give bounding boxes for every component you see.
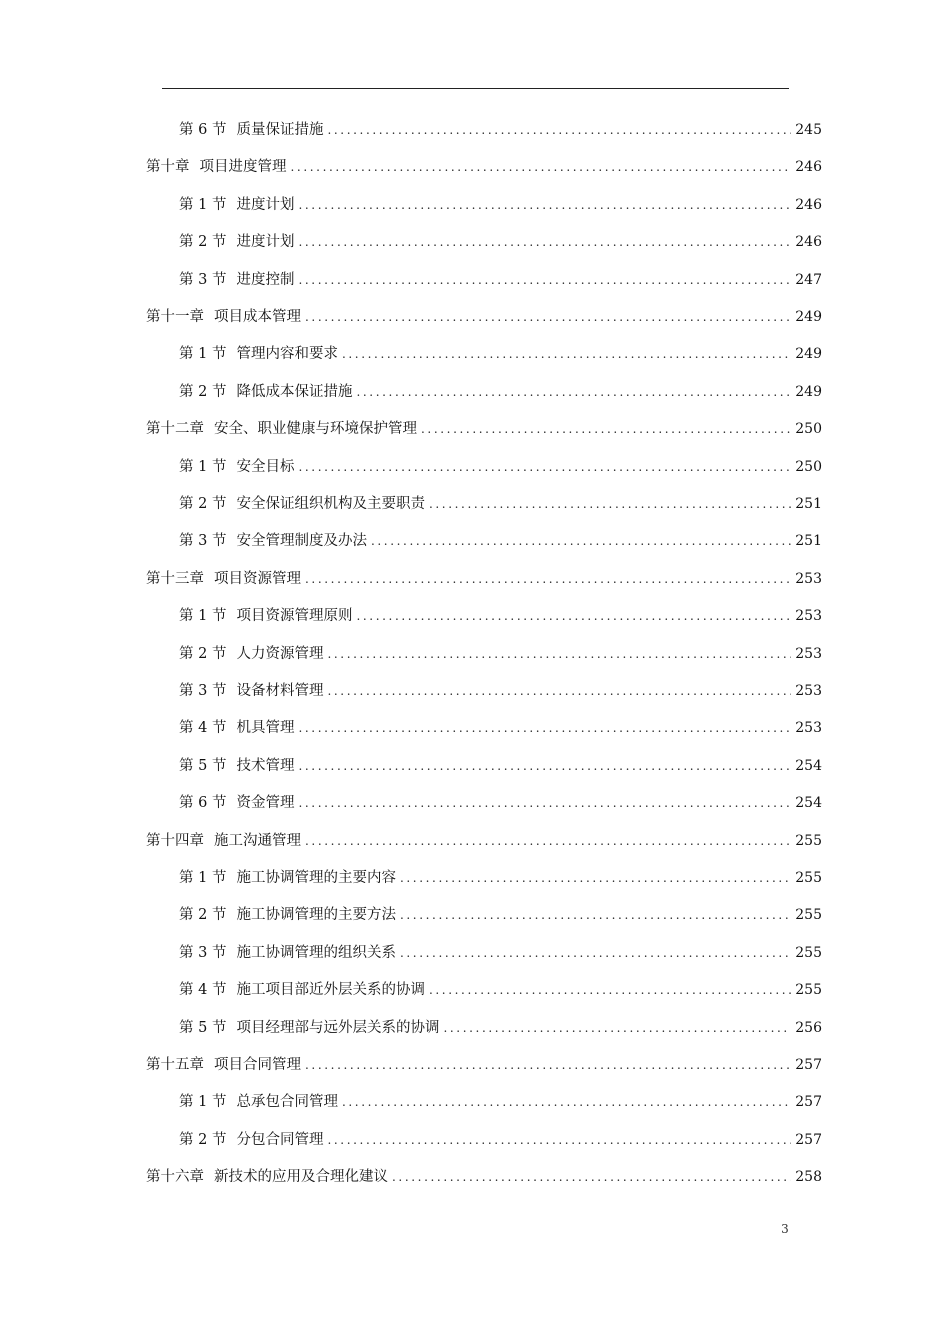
toc-entry-number: 第 6 节 <box>179 122 227 138</box>
toc-entry-number: 第 2 节 <box>179 496 227 512</box>
toc-entry-title: 安全目标 <box>236 458 295 475</box>
toc-chapter-entry[interactable] <box>146 155 822 179</box>
toc-entry-title: 安全保证组织机构及主要职责 <box>236 496 425 512</box>
toc-entry-label <box>179 342 338 366</box>
toc-dot-leader <box>421 417 791 441</box>
toc-dot-leader <box>298 716 791 740</box>
toc-entry-number: 第 6 节 <box>179 795 227 812</box>
toc-section-entry[interactable] <box>179 978 822 1002</box>
toc-dot-leader <box>327 1128 791 1152</box>
toc-entry-page: 249 <box>795 383 822 400</box>
toc-dot-leader <box>342 1090 791 1114</box>
toc-entry-label <box>179 642 323 666</box>
toc-section-entry[interactable] <box>179 604 822 628</box>
toc-section-entry[interactable] <box>179 118 822 142</box>
toc-entry-page: 250 <box>795 458 822 475</box>
toc-section-entry[interactable] <box>179 903 822 927</box>
page-number: 3 <box>781 1222 789 1236</box>
toc-dot-leader <box>400 903 791 927</box>
toc-entry-number: 第十六章 <box>146 1169 204 1186</box>
toc-section-entry[interactable] <box>179 380 822 404</box>
toc-entry-page: 257 <box>795 1131 822 1148</box>
toc-entry-title: 项目成本管理 <box>214 309 301 325</box>
toc-entry-label <box>179 529 367 553</box>
toc-chapter-entry[interactable] <box>146 1165 822 1189</box>
toc-entry-page: 254 <box>795 757 822 774</box>
toc-entry-label <box>179 679 323 703</box>
toc-entry-number: 第 2 节 <box>179 1131 227 1148</box>
toc-section-entry[interactable] <box>179 866 822 890</box>
toc-entry-number: 第十一章 <box>146 309 204 325</box>
toc-entry-page: 246 <box>795 196 822 213</box>
toc-entry-label <box>179 1128 323 1152</box>
toc-entry-title: 人力资源管理 <box>236 645 324 662</box>
toc-entry-number: 第 3 节 <box>179 533 227 550</box>
toc-entry-title: 施工项目部近外层关系的协调 <box>236 982 425 999</box>
toc-section-entry[interactable] <box>179 268 822 292</box>
toc-dot-leader <box>392 1165 791 1189</box>
toc-entry-number: 第 1 节 <box>179 346 227 363</box>
toc-entry-page: 251 <box>795 533 822 550</box>
toc-entry-number: 第 3 节 <box>179 271 227 288</box>
toc-dot-leader <box>298 230 791 254</box>
toc-entry-label <box>146 567 301 591</box>
toc-section-entry[interactable] <box>179 455 822 479</box>
toc-entry-number: 第 1 节 <box>179 870 227 886</box>
toc-entry-label <box>179 604 352 628</box>
toc-dot-leader <box>305 1053 791 1077</box>
toc-entry-title: 项目经理部与远外层关系的协调 <box>236 1019 440 1036</box>
toc-entry-title: 技术管理 <box>236 757 295 774</box>
toc-entry-page: 255 <box>795 870 822 886</box>
toc-section-entry[interactable] <box>179 716 822 740</box>
toc-entry-number: 第 1 节 <box>179 1094 227 1111</box>
toc-entry-number: 第 3 节 <box>179 683 227 699</box>
toc-dot-leader <box>400 941 791 965</box>
toc-entry-title: 项目资源管理原则 <box>236 608 353 625</box>
toc-dot-leader <box>443 1016 791 1040</box>
toc-entry-number: 第 2 节 <box>179 645 227 662</box>
toc-section-entry[interactable] <box>179 1090 822 1114</box>
toc-entry-page: 255 <box>795 832 822 849</box>
toc-entry-title: 施工协调管理的主要内容 <box>236 870 396 886</box>
toc-entry-title: 施工沟通管理 <box>214 832 301 849</box>
toc-dot-leader <box>342 342 791 366</box>
toc-entry-page: 256 <box>795 1019 822 1036</box>
toc-entry-title: 分包合同管理 <box>236 1131 324 1148</box>
toc-entry-label <box>179 268 294 292</box>
toc-chapter-entry[interactable] <box>146 305 822 329</box>
toc-entry-number: 第 5 节 <box>179 757 227 774</box>
toc-entry-number: 第 1 节 <box>179 608 227 625</box>
toc-entry-title: 设备材料管理 <box>236 683 324 699</box>
toc-entry-title: 施工协调管理的组织关系 <box>236 944 396 961</box>
toc-entry-page: 245 <box>795 122 822 138</box>
toc-entry-number: 第 2 节 <box>179 234 227 251</box>
toc-chapter-entry[interactable] <box>146 1053 822 1077</box>
toc-entry-title: 降低成本保证措施 <box>236 383 353 400</box>
toc-entry-label <box>179 230 294 254</box>
toc-entry-page: 255 <box>795 907 822 924</box>
toc-entry-page: 253 <box>795 570 822 587</box>
toc-chapter-entry[interactable] <box>146 567 822 591</box>
toc-entry-label <box>179 866 396 890</box>
toc-entry-label <box>179 941 396 965</box>
toc-dot-leader <box>298 791 791 815</box>
toc-entry-title: 进度计划 <box>236 234 295 251</box>
toc-entry-page: 258 <box>795 1169 822 1186</box>
toc-entry-label <box>146 829 301 853</box>
toc-section-entry[interactable] <box>179 529 822 553</box>
toc-entry-label <box>179 1090 338 1114</box>
toc-dot-leader <box>429 492 791 516</box>
toc-entry-label <box>179 380 352 404</box>
toc-entry-title: 安全、职业健康与环境保护管理 <box>214 421 417 438</box>
toc-entry-page: 257 <box>795 1094 822 1111</box>
toc-entry-title: 进度控制 <box>236 271 295 288</box>
toc-entry-page: 253 <box>795 608 822 625</box>
toc-entry-number: 第 4 节 <box>179 720 227 737</box>
toc-entry-label <box>179 716 294 740</box>
toc-entry-number: 第 5 节 <box>179 1019 227 1036</box>
toc-dot-leader <box>327 118 791 142</box>
toc-section-entry[interactable] <box>179 1128 822 1152</box>
toc-entry-page: 249 <box>795 346 822 363</box>
toc-dot-leader <box>356 380 791 404</box>
toc-section-entry[interactable] <box>179 642 822 666</box>
toc-entry-page: 251 <box>795 496 822 512</box>
toc-section-entry[interactable] <box>179 791 822 815</box>
toc-dot-leader <box>356 604 791 628</box>
toc-section-entry[interactable] <box>179 193 822 217</box>
toc-entry-label <box>146 155 287 179</box>
toc-dot-leader <box>371 529 791 553</box>
toc-entry-number: 第十四章 <box>146 832 204 849</box>
toc-dot-leader <box>327 679 791 703</box>
toc-entry-number: 第 2 节 <box>179 383 227 400</box>
toc-entry-title: 总承包合同管理 <box>236 1094 338 1111</box>
toc-entry-page: 255 <box>795 944 822 961</box>
toc-entry-page: 254 <box>795 795 822 812</box>
toc-section-entry[interactable] <box>179 754 822 778</box>
toc-entry-page: 253 <box>795 720 822 737</box>
toc-entry-number: 第 1 节 <box>179 196 227 213</box>
toc-entry-label <box>179 492 425 516</box>
toc-entry-label <box>179 754 294 778</box>
toc-entry-number: 第十章 <box>146 159 190 176</box>
toc-entry-number: 第 3 节 <box>179 944 227 961</box>
toc-chapter-entry[interactable] <box>146 417 822 441</box>
toc-entry-title: 项目资源管理 <box>214 570 301 587</box>
toc-entry-label <box>146 1053 301 1077</box>
toc-section-entry[interactable] <box>179 1016 822 1040</box>
toc-entry-title: 机具管理 <box>236 720 295 737</box>
toc-entry-label <box>146 1165 388 1189</box>
toc-entry-label <box>179 978 425 1002</box>
toc-section-entry[interactable] <box>179 342 822 366</box>
toc-entry-title: 项目合同管理 <box>214 1057 301 1073</box>
toc-entry-title: 资金管理 <box>236 795 295 812</box>
toc-entry-page: 253 <box>795 645 822 662</box>
toc-dot-leader <box>305 305 791 329</box>
toc-entry-page: 250 <box>795 421 822 438</box>
toc-entry-title: 安全管理制度及办法 <box>236 533 367 550</box>
toc-entry-label <box>179 193 294 217</box>
toc-entry-title: 项目进度管理 <box>199 159 287 176</box>
toc-entry-number: 第 4 节 <box>179 982 227 999</box>
toc-entry-page: 253 <box>795 683 822 699</box>
toc-dot-leader <box>400 866 791 890</box>
toc-entry-number: 第十五章 <box>146 1057 204 1073</box>
toc-dot-leader <box>291 155 792 179</box>
toc-dot-leader <box>298 193 791 217</box>
toc-entry-page: 247 <box>795 271 822 288</box>
toc-entry-label <box>179 1016 439 1040</box>
toc-entry-label <box>179 903 396 927</box>
toc-entry-title: 施工协调管理的主要方法 <box>236 907 396 924</box>
toc-entry-label <box>146 417 417 441</box>
header-rule <box>162 88 789 89</box>
toc-entry-title: 质量保证措施 <box>236 122 324 138</box>
toc-dot-leader <box>298 455 791 479</box>
toc-entry-label <box>179 791 294 815</box>
toc-entry-number: 第 1 节 <box>179 458 227 475</box>
toc-section-entry[interactable] <box>179 941 822 965</box>
toc-dot-leader <box>429 978 791 1002</box>
toc-section-entry[interactable] <box>179 230 822 254</box>
toc-entry-page: 257 <box>795 1057 822 1073</box>
toc-entry-page: 249 <box>795 309 822 325</box>
toc-entry-title: 新技术的应用及合理化建议 <box>214 1169 388 1186</box>
toc-entry-label <box>179 118 323 142</box>
toc-section-entry[interactable] <box>179 679 822 703</box>
toc-dot-leader <box>327 642 791 666</box>
toc-entry-title: 进度计划 <box>236 196 295 213</box>
toc-entry-page: 246 <box>795 234 822 251</box>
toc-entry-number: 第十三章 <box>146 570 204 587</box>
toc-dot-leader <box>298 754 791 778</box>
toc-entry-label <box>146 305 301 329</box>
toc-section-entry[interactable] <box>179 492 822 516</box>
toc-chapter-entry[interactable] <box>146 829 822 853</box>
toc-entry-label <box>179 455 294 479</box>
toc-entry-page: 246 <box>795 159 822 176</box>
toc-entry-page: 255 <box>795 982 822 999</box>
toc-dot-leader <box>298 268 791 292</box>
toc-dot-leader <box>305 829 791 853</box>
toc-entry-number: 第十二章 <box>146 421 204 438</box>
toc-dot-leader <box>305 567 791 591</box>
toc-entry-title: 管理内容和要求 <box>236 346 338 363</box>
toc-entry-number: 第 2 节 <box>179 907 227 924</box>
